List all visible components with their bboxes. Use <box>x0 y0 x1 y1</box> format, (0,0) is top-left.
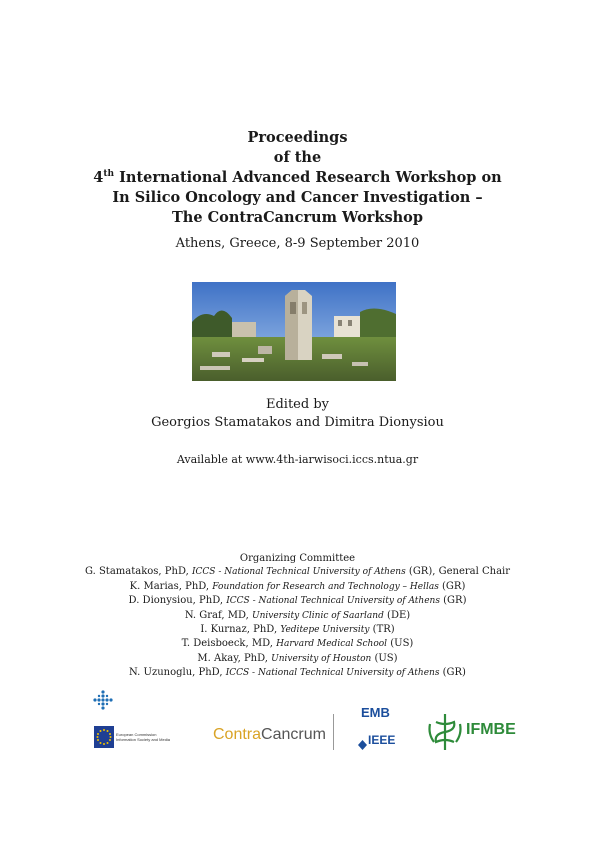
ec-line-2: Information Society and Media <box>116 737 171 742</box>
member-suffix: (GR) <box>439 667 466 679</box>
contracancrum-logo <box>213 726 326 744</box>
ieee-diamond-icon <box>358 735 367 754</box>
committee-member <box>0 652 595 666</box>
editor-names: Georgios Stamatakos and Dimitra Dionysiou <box>151 415 444 430</box>
proceedings-title <box>0 128 595 228</box>
member-name: M. Akay, PhD, <box>197 652 272 664</box>
ieee-logo: IEEE <box>368 733 396 747</box>
member-affiliation: University Clinic of Saarland <box>251 610 384 621</box>
member-name: G. Stamatakos, PhD, <box>84 566 192 578</box>
member-affiliation: University of Houston <box>271 653 372 664</box>
member-suffix: (GR) <box>439 595 467 607</box>
european-commission-label <box>116 732 170 742</box>
ordinal-suffix: th <box>103 169 115 180</box>
ec-line-1: European Commission <box>116 732 157 737</box>
contra-word: Contra <box>213 726 262 743</box>
member-affiliation: Yeditepe University <box>280 625 370 636</box>
member-name: I. Kurnaz, PhD, <box>200 624 281 636</box>
member-affiliation: ICCS - National Technical University of Athens <box>226 596 440 607</box>
workshop-number: 4 <box>93 169 104 186</box>
title-line-5: The ContraCancrum Workshop <box>172 209 423 226</box>
member-name: T. Deisboeck, MD, <box>181 638 277 650</box>
member-name: N. Graf, MD, <box>184 609 252 621</box>
committee-heading: Organizing Committee <box>239 553 356 564</box>
logo-divider <box>333 714 334 750</box>
eu-flag-logo <box>94 726 114 752</box>
ifmbe-logo: IFMBE <box>466 721 516 738</box>
committee-member <box>0 580 595 594</box>
committee-member <box>0 609 595 623</box>
title-line-3 <box>0 168 595 188</box>
title-line-1: Proceedings <box>247 129 348 146</box>
member-name: N. Uzunoglu, PhD, <box>129 667 226 679</box>
organizing-committee <box>0 552 595 681</box>
committee-member <box>0 623 595 637</box>
member-affiliation: Foundation for Research and Technology – Hellas <box>212 581 439 592</box>
member-suffix: (DE) <box>383 609 411 621</box>
member-affiliation: ICCS - National Technical University of Athens <box>191 567 406 578</box>
member-suffix: (GR), General Chair <box>405 566 511 578</box>
member-name: D. Dionysiou, PhD, <box>128 595 227 607</box>
committee-member <box>0 637 595 651</box>
title-line-3-text: International Advanced Research Workshop on <box>114 169 502 186</box>
emb-logo: EMB <box>361 705 390 720</box>
committee-member <box>0 666 595 680</box>
workshop-location-date: Athens, Greece, 8-9 September 2010 <box>175 236 420 251</box>
member-affiliation: Harvard Medical School <box>276 639 388 650</box>
member-suffix: (US) <box>371 652 398 664</box>
ifmbe-caduceus-icon <box>426 712 464 756</box>
title-line-4: In Silico Oncology and Cancer Investigation – <box>112 189 483 206</box>
tower-of-the-winds-photo <box>192 282 396 381</box>
dotted-cross-logo <box>92 690 114 716</box>
editors-block <box>0 396 595 432</box>
member-suffix: (US) <box>387 638 414 650</box>
member-name: K. Marias, PhD, <box>129 580 213 592</box>
committee-member <box>0 594 595 608</box>
edited-by-label: Edited by <box>265 397 329 412</box>
member-affiliation: ICCS - National Technical University of Athens <box>225 668 440 679</box>
cancrum-word: Cancrum <box>261 726 326 743</box>
website-availability: Available at www.4th-iarwisoci.iccs.ntua.gr <box>176 453 419 466</box>
member-suffix: (TR) <box>369 624 395 636</box>
title-line-2: of the <box>273 149 322 166</box>
member-suffix: (GR) <box>438 580 466 592</box>
committee-member <box>0 565 595 579</box>
